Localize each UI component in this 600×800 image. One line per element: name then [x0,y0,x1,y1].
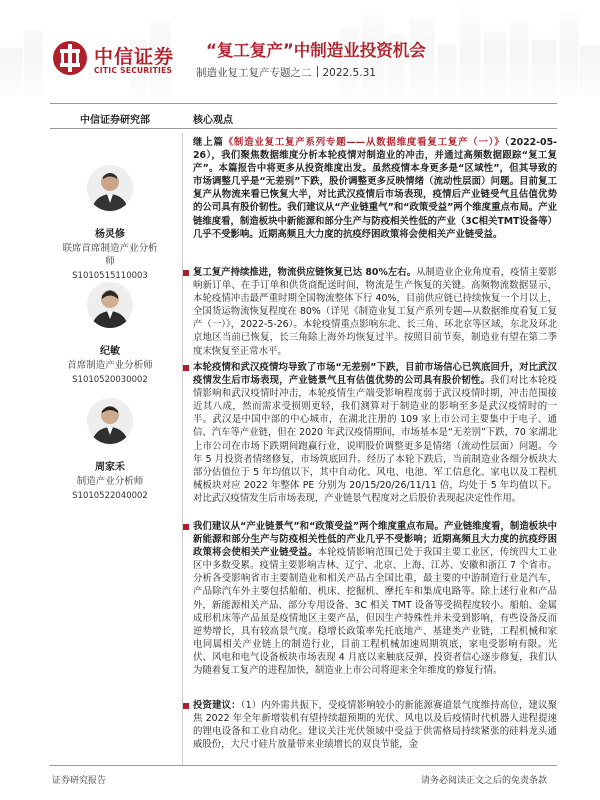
bullet-marker [183,703,189,709]
research-dept-label: 中信证券研究部 [80,115,150,126]
paragraph-logistics [193,266,557,358]
report-date: 2022.5.31 [322,67,376,79]
paragraph-strategy [193,520,557,677]
paragraph-body: 从制造业企业角度看，疫情主要影响新订单、在手订单和供货商配送时间，物流是生产恢复的关键。高频物流数据显示，本轮疫情冲击最严重时期全国物流整体下行 40%，目前供应链已持续恢复一个月以上，全国货运物流恢复程度在 80%（详见《制造业复工复产系列专题—从数据维度看复工复产（一）》，2022-5-26）。本轮疫情重点影响东北、长三角、环北京等区域，东北及环北京地区当前已恢复，长三角除上海外均恢复过半。按照目前节奏，制造业有望在第二季度末恢复至正常水平。 [193,267,557,357]
section-divider [50,128,557,129]
core-views-label: 核心观点 [193,115,233,126]
analyst-role: 首席制造产业分析师 [67,360,153,371]
brand-name-cn: 中信证券 [94,46,175,68]
paragraph-body: （1）内外需共振下，受疫情影响较小的新能源赛道景气度维持高位，建议聚焦 2022 年全年新增装机有望持续超预期的光伏、风电以及后疫情时代机器人进程提速的锂电设备和工业自动化。建议关注光伏领域中受益于供需格局持续紧张的硅料龙头通威股份，大尺寸硅片放量带来业绩增长的双良节能，金 [193,700,557,751]
brand-name-en: CITIC SECURITIES [94,66,173,75]
analyst-role: 制造产业分析师 [76,476,144,487]
core-summary [193,136,557,241]
analyst-name: 杨灵修 [95,229,125,240]
paragraph-investment [193,699,557,755]
avatar [87,282,133,328]
report-header [0,0,600,95]
column-divider [182,133,183,765]
bullet-marker [183,524,189,530]
paragraph-body: 我们对比本轮疫情影响和武汉疫情时冲击，本轮疫情生产端受影响程度弱于武汉疫情时期，冲击范围接近其八成，然而需求受损则更轻，我们测算对于制造业的影响至多是武汉疫情时的一半。武汉是中国中部的中心城市，在湖北注册的 109 家上市公司主要集中于电子、通信、汽车等产业链，但在 2020 年武汉疫情期间，市场基本是“无差别”下跌，70 家湖北上市公司在市场下跌期间跑赢行业，说明股价调整更多是情绪（流动性层面）问题。今年 5 月投资者情绪修复，市场筑底回升。经历了本轮下跌后，当前制造业各细分板块大部分估值位于 5 年均值以下，其中自动化、风电、电池、军工信息化、家电以及工程机械板块对应 2022 年整体 PE 分别为 20/15/20/26/11/11 倍，均处于 5 年均值以下。对比武汉疫情发生后市场表现，产业链景气程度对之后股价表现起决定性作用。 [193,375,557,504]
footer-disclaimer: 请务必阅读正文之后的免责条款 [421,776,548,786]
paragraph-lead: 复工复产持续推进，物流供应链恢复已达 80%左右。 [193,267,417,278]
subtitle-divider [317,66,318,77]
analyst-card [50,398,170,501]
analyst-card [50,165,170,281]
analyst-cert: S1010520030002 [72,375,148,385]
series-name: 制造业复工复产专题之二 [196,67,312,79]
paragraph-lead: 我们建议从“产业链景气”和“政策受益”两个维度重点布局。产业链维度看，制造板块中新能源和部分生产与防疫相关性低的产业几乎不受影响；近期高频且大力度的抗疫纾困政策将会使相关产业链受益。 [193,521,557,559]
analyst-role: 联席首席制造产业分析师 [62,243,158,267]
bullet-marker [183,270,189,276]
paragraph-lead: 本轮疫情和武汉疫情均导致了市场“无差别”下跌，目前市场信心已筑底回升，对比武汉疫情发生后市场表现，产业链景气且有估值优势的公司具有股价韧性。 [193,362,557,387]
summary-prefix: 继上篇 [193,137,224,148]
analyst-name: 周家禾 [95,462,125,473]
citic-logo-icon [52,40,88,76]
paragraph-body: 本轮疫情影响范围已处于我国主要工业区，传统四大工业区中多数受累。疫情主要影响吉林、辽宁、北京、上海、江苏、安徽和浙江 7 个省市。分析各受影响省市主要制造业和相关产品占全国比重，最主要的中游制造行业是汽车，产品除汽车外主要包括船舶、机床、挖掘机、摩托车和集成电路等。除上述行业和产品外，新能源相关产品、部分专用设备、3C 相关 TMT 设备等受损程度较小。船舶、金属成形机床等产品虽是疫情地区主要产品，但因生产特殊性并未受到影响，有些设备反而逆势增长，具有较高景气度。稳增长政策率先托底地产、基建类产业链，工程机械和家电同属相关产业链上的制造行业，目前工程机械加速周期筑底，家电受影响有限。光伏、风电和电气设备板块市场表现 4 月底以来触底反弹，投资者信心逐步修复，我们认为随着复工复产的进程加快，制造业上市公司将迎来全年维度的修复行情。 [193,547,557,677]
analyst-card [50,282,170,385]
footer-divider [50,765,557,766]
header-divider [50,103,557,104]
paragraph-market [193,361,557,505]
footer-report-type: 证券研究报告 [52,776,107,786]
avatar [87,165,133,211]
report-subtitle [196,65,376,80]
summary-rest: （2022-05-26），我们聚焦数据维度分析本轮疫情对制造业的冲击，并通过高频数据跟踪“复工复产”。本篇报告中将更多从投资维度出发。虽然疫情本身更多是“区域性”，但其导致的市场调整几乎是“无差别”下跌，股价调整更多反映情绪（流动性层面）问题。目前复工复产从物流来看已恢复大半，对比武汉疫情后市场表现，疫情后产业链受气且估值优势的公司具有股价韧性。我们建议从“产业链重气”和“政策受益”两个维度重点布局。产业链维度看，制造板块中新能源和部分生产与防疫相关性低的产业（3C相关TMT设备等）几乎不受影响。近期高频且大力度的抗疫纾困政策将会使相关产业链受益。 [193,137,557,240]
avatar [87,398,133,444]
report-title: “复工复产”中制造业投资机会 [206,41,426,60]
analyst-cert: S1010515110003 [72,271,148,281]
previous-report-link[interactable]: 《制造业复工复产系列专题——从数据维度看复工复产（一）》 [223,137,505,148]
paragraph-lead: 投资建议： [193,700,241,711]
analyst-cert: S1010522040002 [72,491,148,501]
analyst-name: 纪敏 [100,346,120,357]
bullet-marker [183,365,189,371]
